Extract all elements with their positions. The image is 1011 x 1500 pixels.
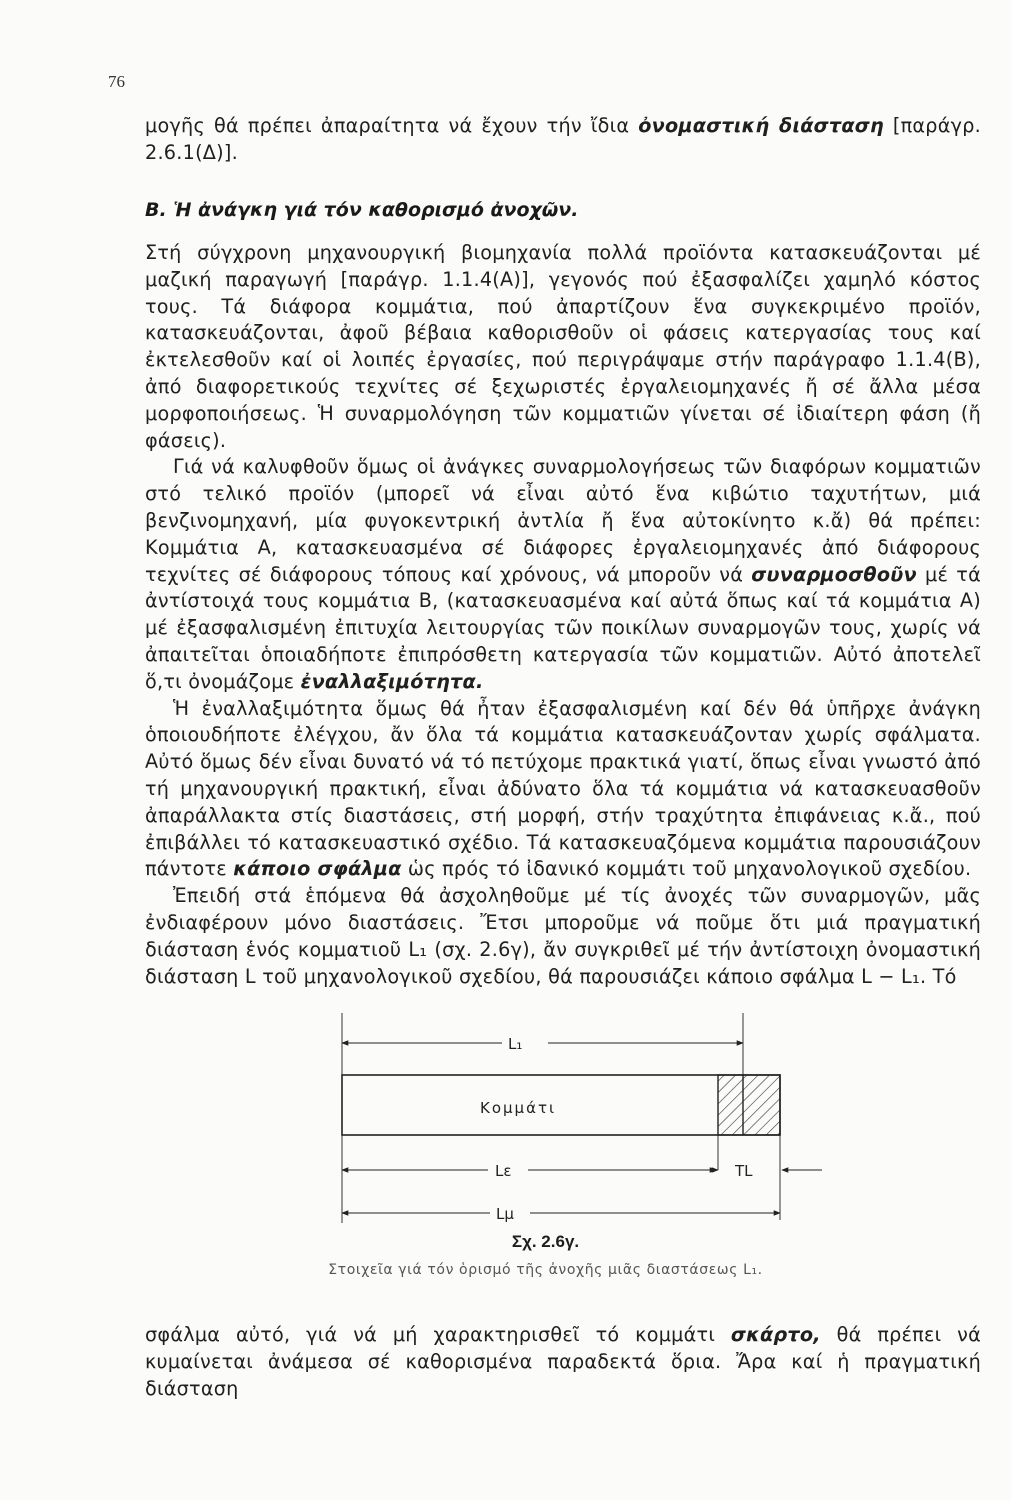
paragraph-mass-production: Στή σύγχρονη μηχανουργική βιομηχανία πολλά προϊόντα κατασκευάζονται μέ μαζική παραγωγή [παράγρ. 1.1.4(Α)], γεγονός πού ἐξασφαλίζει χαμηλό κόστος τους. Τά διάφορα κομμάτια, πού ἀπαρτίζουν ἕνα συγκεκριμένο προϊόν, κατασκευάζονται, ἀφοῦ βέβαια καθορισθοῦν οἱ φάσεις κατεργασίας τους καί ἐκτελεσθοῦν καί οἱ λοιπές ἐργασίες, πού περιγράψαμε στήν παράγραφο 1.1.4(Β), ἀπό διαφορετικούς τεχνίτες σέ ξεχωριστές ἐργαλειομηχανές ἤ σέ ἄλλα μέσα μορφοποιήσεως. Ἡ συναρμολόγηση τῶν κομματιῶν γίνεται σέ ἰδιαίτερη φάση (ἤ φάσεις). (145, 241, 981, 452)
para3-emphasis: κάποιο σφάλμα (233, 857, 402, 881)
piece-body (342, 1075, 780, 1135)
label-lmu: Lμ (496, 1205, 514, 1223)
para5-text-2: θά πρέπει νά κυμαίνεται ἀνάμεσα σέ καθορισμένα παραδεκτά ὅρια. Ἄρα καί ἡ πραγματική διάσταση (145, 1323, 981, 1400)
paragraph-interchangeability (145, 454, 981, 695)
para5-emphasis: σκάρτο, (730, 1323, 821, 1346)
tolerance-zone-hatch (718, 1075, 780, 1135)
para2-emphasis-2: ἐναλλαξιμότητα. (300, 669, 484, 693)
para5-text-1: σφάλμα αὐτό, γιά νά μή χαρακτηρισθεῖ τό κομμάτι (145, 1323, 731, 1346)
closing-paragraph (145, 1322, 981, 1402)
figure-caption: Στοιχεῖα γιά τόν ὁρισμό τῆς ἀνοχῆς μιᾶς διαστάσεως L₁. (328, 1262, 763, 1278)
body-text (145, 240, 981, 990)
paragraph-dimensions: Ἐπειδή στά ἑπόμενα θά ἀσχοληθοῦμε μέ τίς ἀνοχές τῶν συναρμογῶν, μᾶς ἐνδιαφέρουν μόνο διαστάσεις. Ἔτσι μποροῦμε νά ποῦμε ὅτι μιά πραγματική διάσταση ἑνός κομματιοῦ L₁ (σχ. 2.6γ), ἄν συγκριθεῖ μέ τήν ἀντίστοιχη ὀνομαστική διάσταση L τοῦ μηχανολογικοῦ σχεδίου, θά παρουσιάζει κάποιο σφάλμα L − L₁. Τό (145, 884, 981, 988)
label-le: Lε (495, 1162, 512, 1180)
intro-text-start: μογῆς θά πρέπει ἀπαραίτητα νά ἔχουν τήν ἴδια (145, 114, 639, 137)
label-tl: TL (735, 1162, 753, 1180)
para3-text-1: Ἡ ἐναλλαξιμότητα ὅμως θά ἦταν ἐξασφαλισμένη καί δέν θά ὑπῆρχε ἀνάγκη ὁποιουδήποτε ἐλέγχου, ἄν ὅλα τά κομμάτια κατασκευάζονταν χωρίς σφάλματα. Αὐτό ὅμως δέν εἶναι δυνατό νά τό πετύχομε πρακτικά γιατί, ὅπως εἶναι γνωστό ἀπό τή μηχανουργική πρακτική, εἶναι ἀδύνατο ὅλα τά κομμάτια νά κατασκευασθοῦν ἀπαράλλακτα στίς διαστάσεις, στή μορφή, στήν τραχύτητα ἐπιφάνειας κ.ἄ., πού ἐπιβάλλει τό κατασκευαστικό σχέδιο. Τά κατασκευαζόμενα κομμάτια παρουσιάζουν πάντοτε (145, 696, 981, 881)
para2-emphasis-1: συναρμοσθοῦν (751, 562, 917, 586)
label-piece: Κομμάτι (480, 1099, 557, 1117)
figure-title: Σχ. 2.6γ. (511, 1232, 580, 1251)
intro-emphasis: ὀνομαστική διάσταση (638, 114, 884, 137)
intro-paragraph (145, 113, 981, 167)
page-number: 76 (108, 72, 125, 91)
para3-text-2: ὡς πρός τό ἰδανικό κομμάτι τοῦ μηχανολογικοῦ σχεδίου. (401, 857, 972, 881)
paragraph-errors (145, 696, 981, 884)
label-l1: L₁ (508, 1035, 523, 1053)
section-heading: Β. Ἡ ἀνάγκη γιά τόν καθορισμό ἀνοχῶν. (145, 199, 579, 221)
figure-dimension-diagram (330, 1005, 830, 1235)
para2-text-1: Γιά νά καλυφθοῦν ὅμως οἱ ἀνάγκες συναρμολογήσεως τῶν διαφόρων κομματιῶν στό τελικό προϊόν (μπορεῖ νά εἶναι αὐτό ἕνα κιβώτιο ταχυτήτων, μιά βενζινομηχανή, μία φυγοκεντρική ἀντλία ἤ ἕνα αὐτοκίνητο κ.ἄ) θά πρέπει: Κομμάτια Α, κατασκευασμένα σέ διάφορες ἐργαλειομηχανές ἀπό διάφορους τεχνίτες σέ διάφορους τόπους καί χρόνους, νά μποροῦν νά (145, 455, 981, 586)
para2-text-2: μέ τά ἀντίστοιχά τους κομμάτια Β, (κατασκευασμένα καί αὐτά ὅπως καί τά κομμάτια Α) μέ ἐξασφαλισμένη ἐπιτυχία λειτουργίας τῶν ποικίλων συναρμογῶν τους, χωρίς νά ἀπαιτεῖται ὁποιαδήποτε ἐπιπρόσθετη κατεργασία τῶν κομματιῶν. Αὐτό ἀποτελεῖ ὅ,τι ὀνομάζομε (145, 562, 981, 693)
dimension-diagram (330, 1005, 830, 1235)
intro-text-end: [παράγρ. 2.6.1(Δ)]. (145, 114, 982, 164)
